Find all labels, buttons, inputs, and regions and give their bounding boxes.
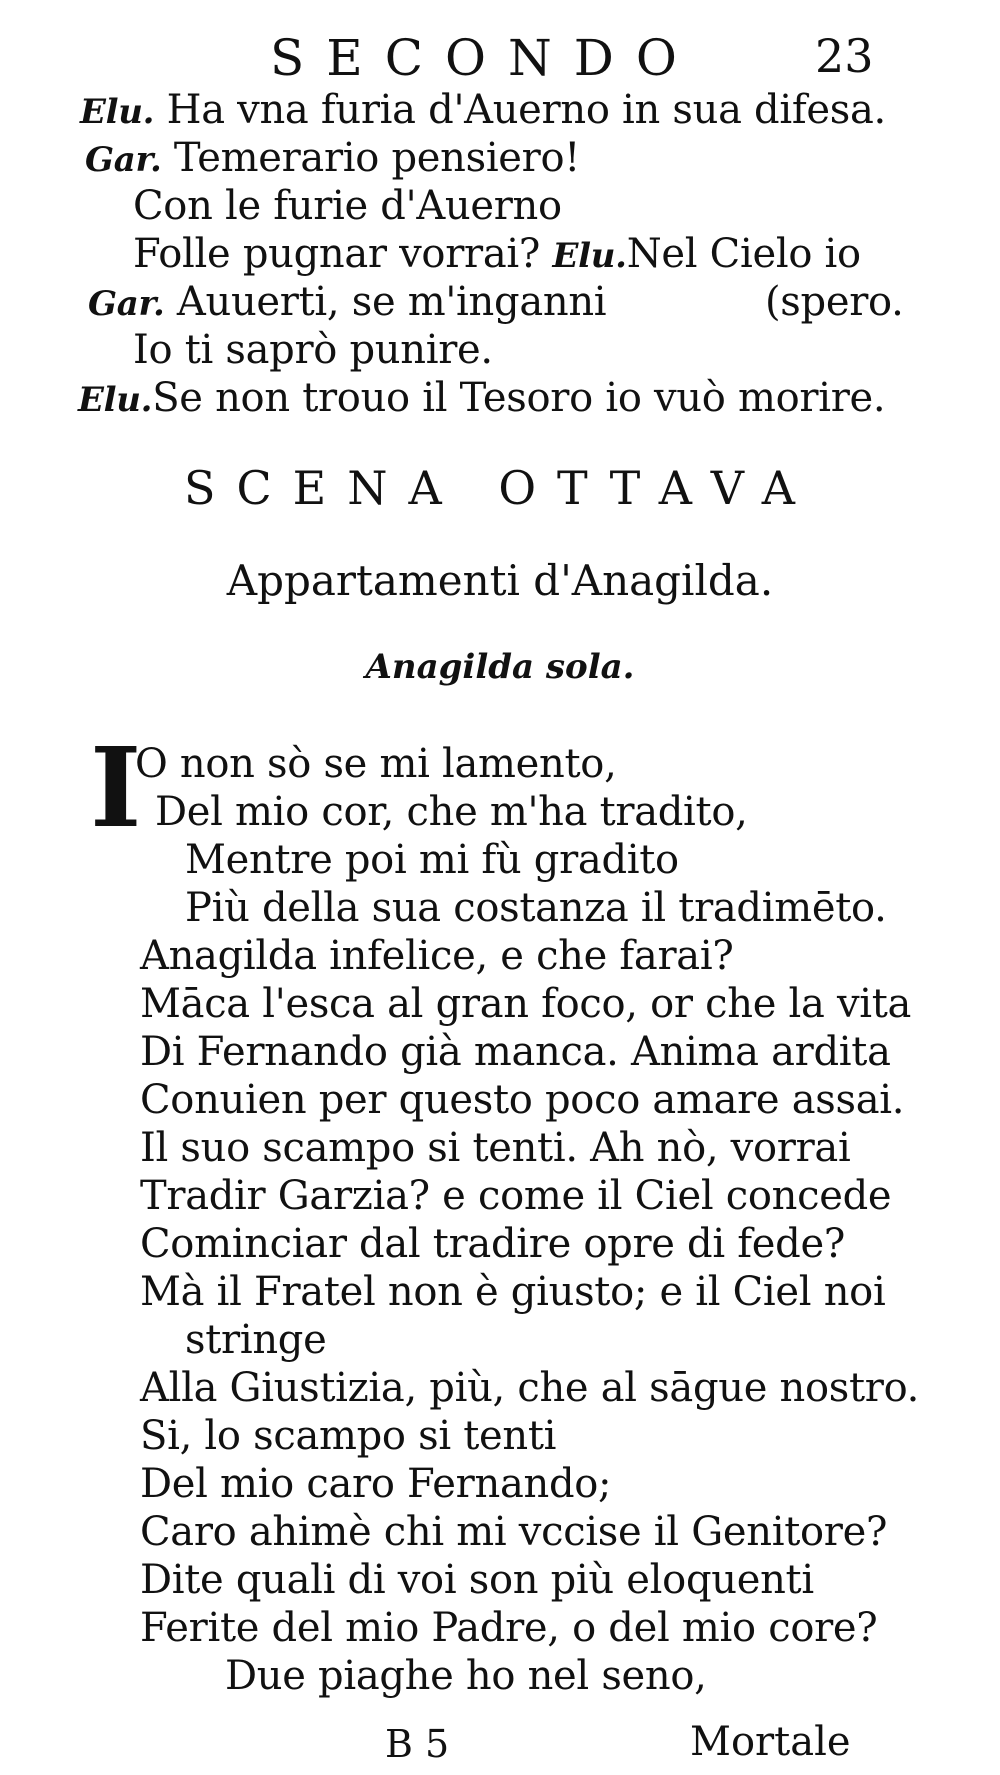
dialogue-line (133, 184, 562, 228)
line-text: Io ti saprò punire. (133, 327, 493, 373)
line-text: Se non trouo il Tesoro io vuò morire. (152, 375, 886, 421)
line-text: Auuerti, se m'inganni (176, 279, 607, 325)
speaker-label: Gar. (88, 284, 165, 324)
verse-line: O non sò se mi lamento, (135, 741, 617, 787)
verse-line: Cominciar dal tradire opre di fede? (140, 1221, 845, 1267)
line-text: Con le furie d'Auerno (133, 183, 562, 229)
speaker-label: Elu. (80, 92, 155, 132)
verse-line: Tradir Garzia? e come il Ciel concede (140, 1173, 892, 1219)
verse-line: Il suo scampo si tenti. Ah nò, vorrai (140, 1125, 851, 1171)
verse-line: Si, lo scampo si tenti (140, 1413, 557, 1459)
speaker-label: Elu. (552, 236, 627, 276)
speaker-label: Elu. (78, 380, 153, 420)
dialogue-line (80, 88, 886, 134)
verse-line: Mentre poi mi fù gradito (185, 837, 679, 883)
verse-line: Del mio cor, che m'ha tradito, (155, 789, 748, 835)
verse-line: Māca l'esca al gran foco, or che la vita (140, 981, 912, 1027)
verse-line: Del mio caro Fernando; (140, 1461, 612, 1507)
speaker-label: Gar. (85, 140, 162, 180)
verse-line: Due piaghe ho nel seno, (225, 1653, 707, 1699)
verse-line: Dite quali di voi son più eloquenti (140, 1557, 814, 1603)
verse-line: Anagilda infelice, e che farai? (140, 933, 734, 979)
catchword: Mortale (690, 1719, 851, 1765)
verse-line: Conuien per questo poco amare assai. (140, 1077, 905, 1123)
scene-place: Appartamenti d'Anagilda. (226, 556, 774, 605)
verse-line: Ferite del mio Padre, o del mio core? (140, 1605, 878, 1651)
verse-line: Mà il Fratel non è giusto; e il Ciel noi (140, 1269, 886, 1315)
scene-title: SCENA OTTAVA (183, 461, 817, 515)
dialogue-line (85, 136, 580, 182)
verse-line: Alla Giustizia, più, che al sāgue nostro. (140, 1365, 920, 1411)
dialogue-line (88, 280, 606, 326)
running-head: SECONDO (270, 29, 699, 87)
verse-line: Caro ahimè chi mi vccise il Genitore? (140, 1509, 888, 1555)
signature-mark: B 5 (385, 1722, 450, 1766)
line-text: Nel Cielo io (626, 231, 861, 277)
verse-line: stringe (185, 1317, 327, 1363)
drop-cap: I (90, 723, 142, 852)
page-number: 23 (815, 29, 874, 83)
line-text: Folle pugnar vorrai? (133, 231, 541, 277)
scene-character: Anagilda sola. (365, 647, 635, 687)
dialogue-line (133, 232, 861, 278)
dialogue-line (78, 376, 885, 422)
dialogue-line (133, 328, 493, 372)
verse-line: Più della sua costanza il tradimēto. (185, 885, 887, 931)
turnover-text: (spero. (765, 279, 904, 325)
verse-line: Di Fernando già manca. Anima ardita (140, 1029, 891, 1075)
line-text: Temerario pensiero! (173, 135, 581, 181)
line-text: Ha vna furia d'Auerno in sua difesa. (166, 87, 886, 133)
